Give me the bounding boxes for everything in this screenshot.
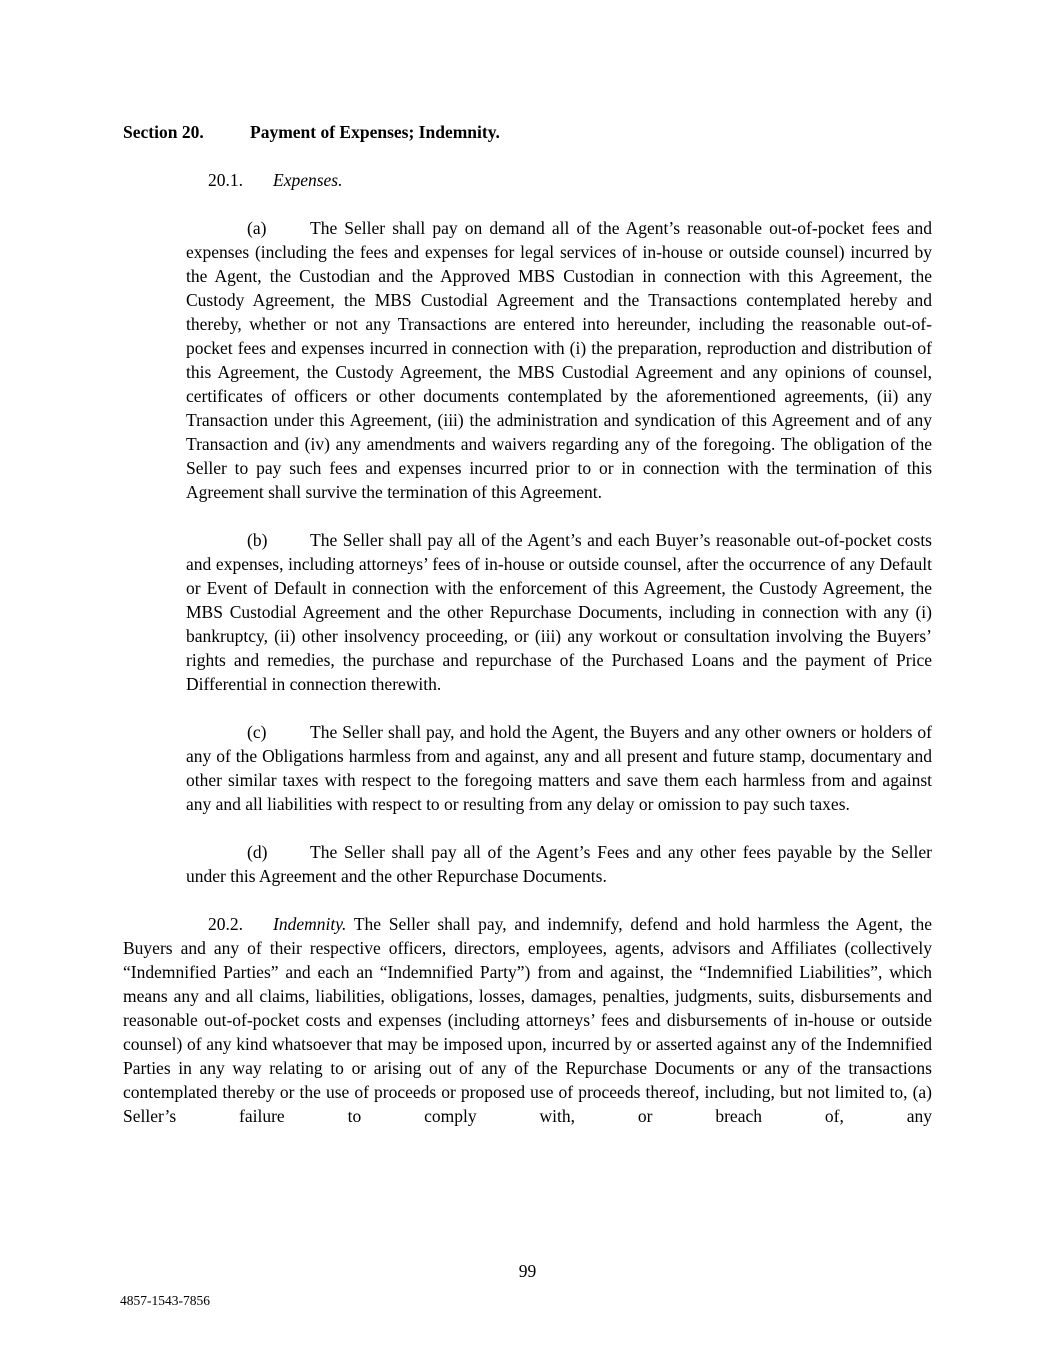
paragraph-c-marker: (c) [247,722,267,742]
paragraph-a-text: The Seller shall pay on demand all of the Agent’s reasonable out-of-pocket fees and expenses (including the fees and expenses for legal services of in-house or outside counsel) incurred by the Agent, the Custodian and the Approved MBS Custodian in connection with this Agreement, the Custody Agreement, the MBS Custodial Agreement and the Transactions contemplated hereby and thereby, whether or not any Transactions are entered into hereunder, including the reasonable out-of-pocket fees and expenses incurred in connection with (i) the preparation, reproduction and distribution of this Agreement, the Custody Agreement, the MBS Custodial Agreement and any opinions of counsel, certificates of officers or other documents contemplated by the aforementioned agreements, (ii) any Transaction under this Agreement, (iii) the administration and syndication of this Agreement and of any Transaction and (iv) any amendments and waivers regarding any of the foregoing. The obligation of the Seller to pay such fees and expenses incurred prior to or in connection with the termination of this Agreement shall survive the termination of this Agreement. [186,218,932,502]
subsection-20-2-paragraph [123,912,932,1128]
paragraph-d-text: The Seller shall pay all of the Agent’s Fees and any other fees payable by the Seller under this Agreement and the other Repurchase Documents. [186,842,932,886]
subsection-20-2-text: The Seller shall pay, and indemnify, defend and hold harmless the Agent, the Buyers and any of their respective officers, directors, employees, agents, advisors and Affiliates (collectively “Indemnified Parties” and each an “Indemnified Party”) from and against, the “Indemnified Liabilities”, which means any and all claims, liabilities, obligations, losses, damages, penalties, judgments, suits, disbursements and reasonable out-of-pocket costs and expenses (including attorneys’ fees and disbursements of in-house or outside counsel) of any kind whatsoever that may be imposed upon, incurred by or asserted against any of the Indemnified Parties in any way relating to or arising out of any of the Repurchase Documents or any of the transactions contemplated thereby or the use of proceeds or proposed use of proceeds thereof, including, but not limited to, (a) Seller’s failure to comply with, or breach of, any [123,914,932,1126]
paragraph-b [186,528,932,696]
paragraph-c [186,720,932,816]
page-number: 99 [518,1261,537,1281]
section-heading [123,120,932,144]
subsection-20-1-heading [123,168,932,192]
paragraph-a [186,216,932,504]
section-title: Payment of Expenses; Indemnity. [250,122,500,142]
section-number: Section 20. [123,122,204,142]
paragraph-d-marker: (d) [247,842,268,862]
subsection-20-1-number: 20.1. [208,170,243,190]
subsection-20-1-title: Expenses. [273,170,343,190]
paragraph-b-text: The Seller shall pay all of the Agent’s and each Buyer’s reasonable out-of-pocket costs and expenses, including attorneys’ fees of in-house or outside counsel, after the occurrence of any Default or Event of Default in connection with the enforcement of this Agreement, the Custody Agreement, the MBS Custodial Agreement and the other Repurchase Documents, including in connection with any (i) bankruptcy, (ii) other insolvency proceeding, or (iii) any workout or consultation involving the Buyers’ rights and remedies, the purchase and repurchase of the Purchased Loans and the payment of Price Differential in connection therewith. [186,530,932,694]
document-id-footer: 4857-1543-7856 [120,1293,210,1308]
paragraph-d [186,840,932,888]
subsection-20-2-number: 20.2. [208,914,243,934]
page-content [123,120,932,1152]
paragraph-c-text: The Seller shall pay, and hold the Agent, the Buyers and any other owners or holders of any of the Obligations harmless from and against, any and all present and future stamp, documentary and other similar taxes with respect to the foregoing matters and save them each harmless from and against any and all liabilities with respect to or resulting from any delay or omission to pay such taxes. [186,722,932,814]
paragraph-b-marker: (b) [247,530,268,550]
subsection-20-2-title: Indemnity. [273,914,347,934]
paragraph-a-marker: (a) [247,218,267,238]
